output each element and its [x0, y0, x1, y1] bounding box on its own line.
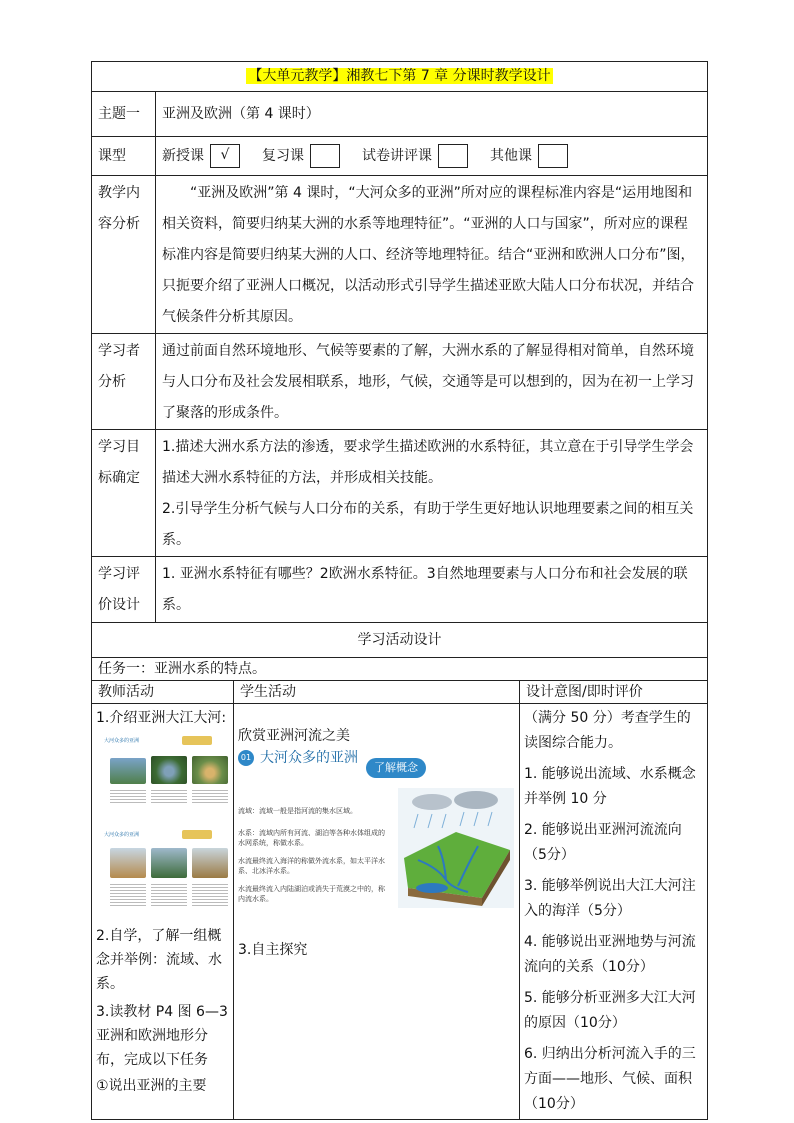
caption-lines: [192, 790, 228, 804]
concept-bullet: 水系：流域内所有河流、湖泊等各种水体组成的水网系统，称做水系。: [238, 829, 385, 847]
rain-cloud-icon: [412, 794, 452, 810]
river-photo-3: [192, 756, 228, 784]
option-other-lesson: 其他课: [490, 148, 532, 164]
checkbox-other-lesson[interactable]: [538, 144, 568, 168]
checkbox-test-review-lesson[interactable]: [438, 144, 468, 168]
concept-bullet: 水流最终流入海洋的称做外流水系，如太平洋水系、北冰洋水系。: [238, 857, 385, 875]
thumbnail-slide-1: [96, 734, 229, 824]
student-activity-cell: [234, 704, 520, 1120]
caption-lines: [151, 884, 187, 906]
column-teacher: 教师活动: [92, 681, 234, 704]
design-intro: （满分 50 分）考查学生的读图综合能力。: [524, 710, 691, 751]
design-item: 4. 能够说出亚洲地势与河流流向的关系（10分）: [524, 934, 696, 975]
slide-title: 大河众多的亚洲: [260, 750, 358, 766]
goals-label-line2: 标确定: [98, 470, 140, 486]
lesson-type-label: 课型: [92, 137, 156, 176]
activity-header: 学习活动设计: [92, 623, 708, 658]
river-photo-6: [192, 848, 228, 878]
lesson-plan-sheet: [91, 61, 707, 1120]
design-item: 2. 能够说出亚洲河流流向（5分）: [524, 822, 682, 863]
option-new-lesson: 新授课: [162, 148, 204, 164]
thumbnail-slide-2: [96, 828, 229, 924]
concept-bullet: 水流最终流入内陆湖泊或消失于荒漠之中的，称内流水系。: [238, 885, 385, 903]
caption-lines: [110, 790, 146, 804]
column-student: 学生活动: [234, 681, 520, 704]
design-item: 5. 能够分析亚洲多大江大河的原因（10分）: [524, 990, 696, 1031]
topic-label: 主题一: [92, 92, 156, 137]
checkbox-new-lesson[interactable]: √: [210, 144, 240, 168]
content-analysis-label: [92, 176, 156, 334]
learner-analysis-label-line1: 学习者: [98, 343, 140, 359]
concept-slide: [238, 748, 515, 938]
design-cell: [520, 704, 708, 1120]
goal-item: 1.描述大洲水系方法的渗透，要求学生描述欧洲的水系特征，其立意在于引导学生学会描述大洲水系特征的方法，并形成相关技能。: [162, 439, 694, 486]
watershed-illustration: [398, 788, 514, 908]
caption-lines: [110, 884, 146, 906]
student-explore: 3.自主探究: [238, 942, 308, 958]
concept-bullet: 流域：流域一般是指河流的集水区域。: [238, 807, 357, 815]
rain-cloud-icon: [454, 791, 498, 809]
goals-label: [92, 430, 156, 557]
thumb2-tag-icon: [182, 830, 212, 839]
teacher-item-3: 3.读教材 P4 图 6—3 亚洲和欧洲地形分布，完成以下任务: [96, 1004, 228, 1068]
goals-list: [156, 430, 708, 557]
thumb1-tag-icon: [182, 736, 212, 745]
evaluation-label: [92, 557, 156, 623]
thumb1-title: 大河众多的亚洲: [104, 738, 140, 744]
learner-analysis-text: 通过前面自然环境地形、气候等要素的了解，大洲水系的了解显得相对简单，自然环境与人口分布及社会发展相联系，地形，气候，交通等是可以想到的，因为在初一上学习了聚落的形成条件。: [156, 334, 708, 430]
title-cell: [92, 62, 708, 92]
option-review-lesson: 复习课: [262, 148, 304, 164]
river-photo-1: [110, 758, 146, 784]
goals-label-line1: 学习目: [98, 439, 140, 455]
lake-shape: [416, 883, 448, 893]
learner-analysis-label-line2: 分析: [98, 374, 126, 390]
slide-number-badge: 01: [238, 750, 254, 766]
river-photo-2: [151, 756, 187, 784]
goal-item: 2.引导学生分析气候与人口分布的关系，有助于学生更好地认识地理要素之间的相互关系。: [162, 501, 694, 548]
learner-analysis-label: [92, 334, 156, 430]
content-analysis-text: “亚洲及欧洲”第 4 课时，“大河众多的亚洲”所对应的课程标准内容是“运用地图和相关资料，简要归纳某大洲的水系等地理特征”。“亚洲的人口与国家”，所对应的课程标准内容是简要归纳某大洲的人口、经济等地理特征。结合“亚洲和欧洲人口分布”图，只扼要介绍了亚洲人口概况，以活动形式引导学生描述亚欧大陆人口分布状况，并结合气候条件分析其原因。: [156, 176, 708, 334]
student-title: 欣赏亚洲河流之美: [238, 728, 350, 744]
content-analysis-label-line1: 教学内: [98, 185, 140, 201]
page-title: 【大单元教学】湘教七下第 7 章 分课时教学设计: [248, 68, 551, 84]
caption-lines: [192, 884, 228, 906]
teacher-activity-cell: [92, 704, 234, 1120]
task1-title: 任务一：亚洲水系的特点。: [92, 658, 708, 681]
option-test-review-lesson: 试卷讲评课: [362, 148, 432, 164]
checkbox-review-lesson[interactable]: [310, 144, 340, 168]
teacher-item-2: 2.自学，了解一组概念并举例：流域、水系。: [96, 928, 222, 992]
river-photo-5: [151, 848, 187, 878]
evaluation-text: 1. 亚洲水系特征有哪些？2欧洲水系特征。3自然地理要素与人口分布和社会发展的联系。: [156, 557, 708, 623]
content-analysis-label-line2: 容分析: [98, 216, 140, 232]
column-design: 设计意图/即时评价: [520, 681, 708, 704]
evaluation-label-line2: 价设计: [98, 597, 140, 613]
caption-lines: [151, 790, 187, 804]
river-photo-4: [110, 848, 146, 878]
topic-value: 亚洲及欧洲（第 4 课时）: [156, 92, 708, 137]
lesson-type-options: [156, 137, 708, 176]
lesson-plan-table: [91, 61, 708, 1120]
design-item: 3. 能够举例说出大江大河注入的海洋（5分）: [524, 878, 696, 919]
teacher-item-4: ①说出亚洲的主要: [96, 1078, 207, 1094]
concept-pill: 了解概念: [366, 758, 426, 778]
design-item: 1. 能够说出流域、水系概念并举例 10 分: [524, 766, 696, 807]
teacher-item-1: 1.介绍亚洲大江大河:: [96, 710, 227, 726]
thumb2-title: 大河众多的亚洲: [104, 832, 140, 838]
design-item: 6. 归纳出分析河流入手的三方面——地形、气候、面积（10分）: [524, 1046, 696, 1112]
evaluation-label-line1: 学习评: [98, 566, 140, 582]
